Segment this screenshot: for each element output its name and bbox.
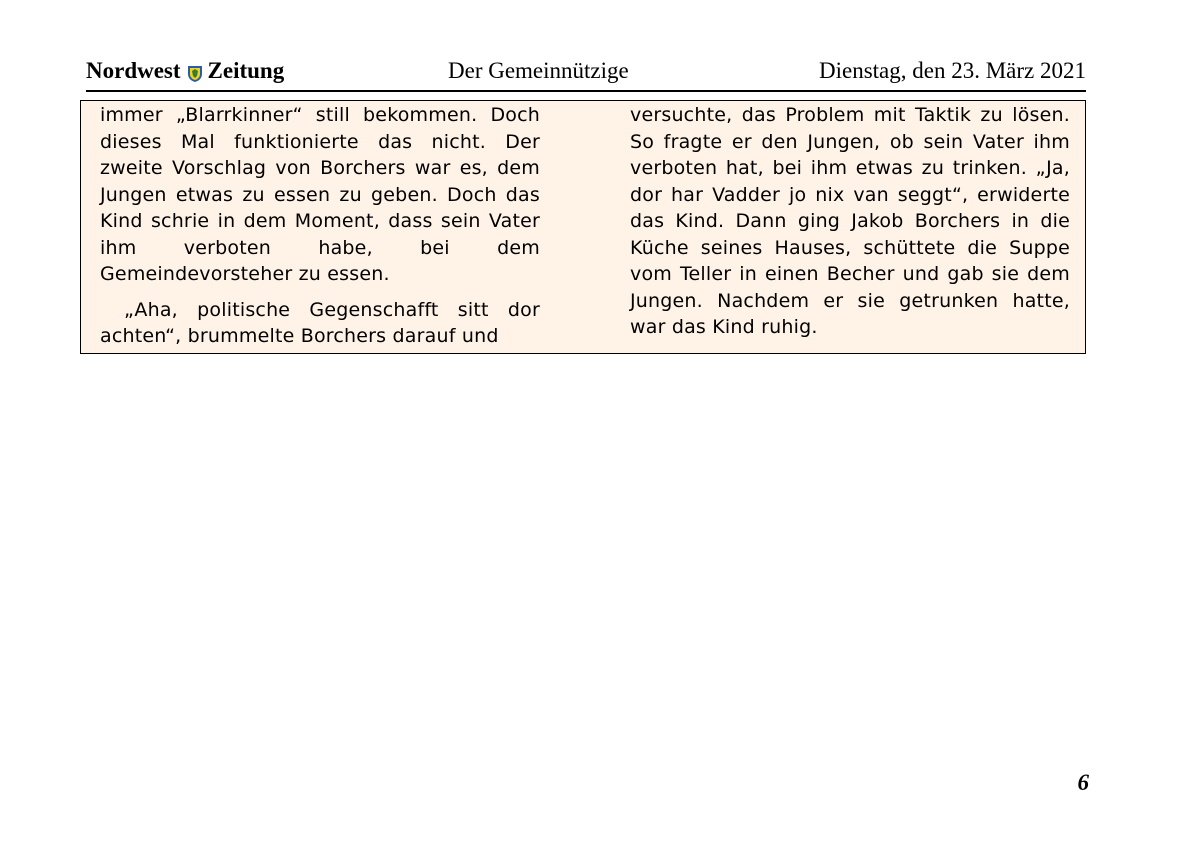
coat-of-arms-icon: [187, 63, 203, 81]
issue-date: Dienstag, den 23. März 2021: [819, 58, 1086, 83]
brand-name-part2: Zeitung: [207, 58, 285, 83]
newspaper-brand: [86, 58, 284, 84]
section-title: Der Gemeinnützige: [448, 58, 629, 83]
left-paragraph-1: immer „Blarrkinner“ still bekommen. Doch dieses Mal funktionierte das nicht. Der zweite Vorschlag von Borchers war es, dem Jungen etwas zu essen zu geben. Doch das Kind schrie in dem Moment, dass sein Vater ihm verboten habe, bei dem Gemeindevorsteher zu essen.: [100, 104, 540, 285]
article-column-left: [100, 102, 540, 350]
article-box: [80, 100, 1086, 354]
right-paragraph-1: versuchte, das Problem mit Taktik zu lösen. So fragte er den Jungen, ob sein Vater ihm verboten hat, bei ihm etwas zu trinken. „Ja, dor har Vadder jo nix van seggt“, erwiderte das Kind. Dann ging Jakob Borchers in die Küche seines Hauses, schüttete die Suppe vom Teller in einen Becher und gab sie dem Jungen. Nachdem er sie getrunken hatte, war das Kind ruhig.: [630, 104, 1070, 338]
header-divider: [86, 90, 1086, 92]
page-header: [86, 58, 1086, 88]
page-number: 6: [1077, 770, 1089, 795]
brand-name-part1: Nordwest: [86, 58, 181, 83]
left-paragraph-2: „Aha, politische Gegenschafft sitt dor achten“, brummelte Borchers darauf und: [100, 298, 540, 347]
article-column-right: [630, 102, 1070, 341]
